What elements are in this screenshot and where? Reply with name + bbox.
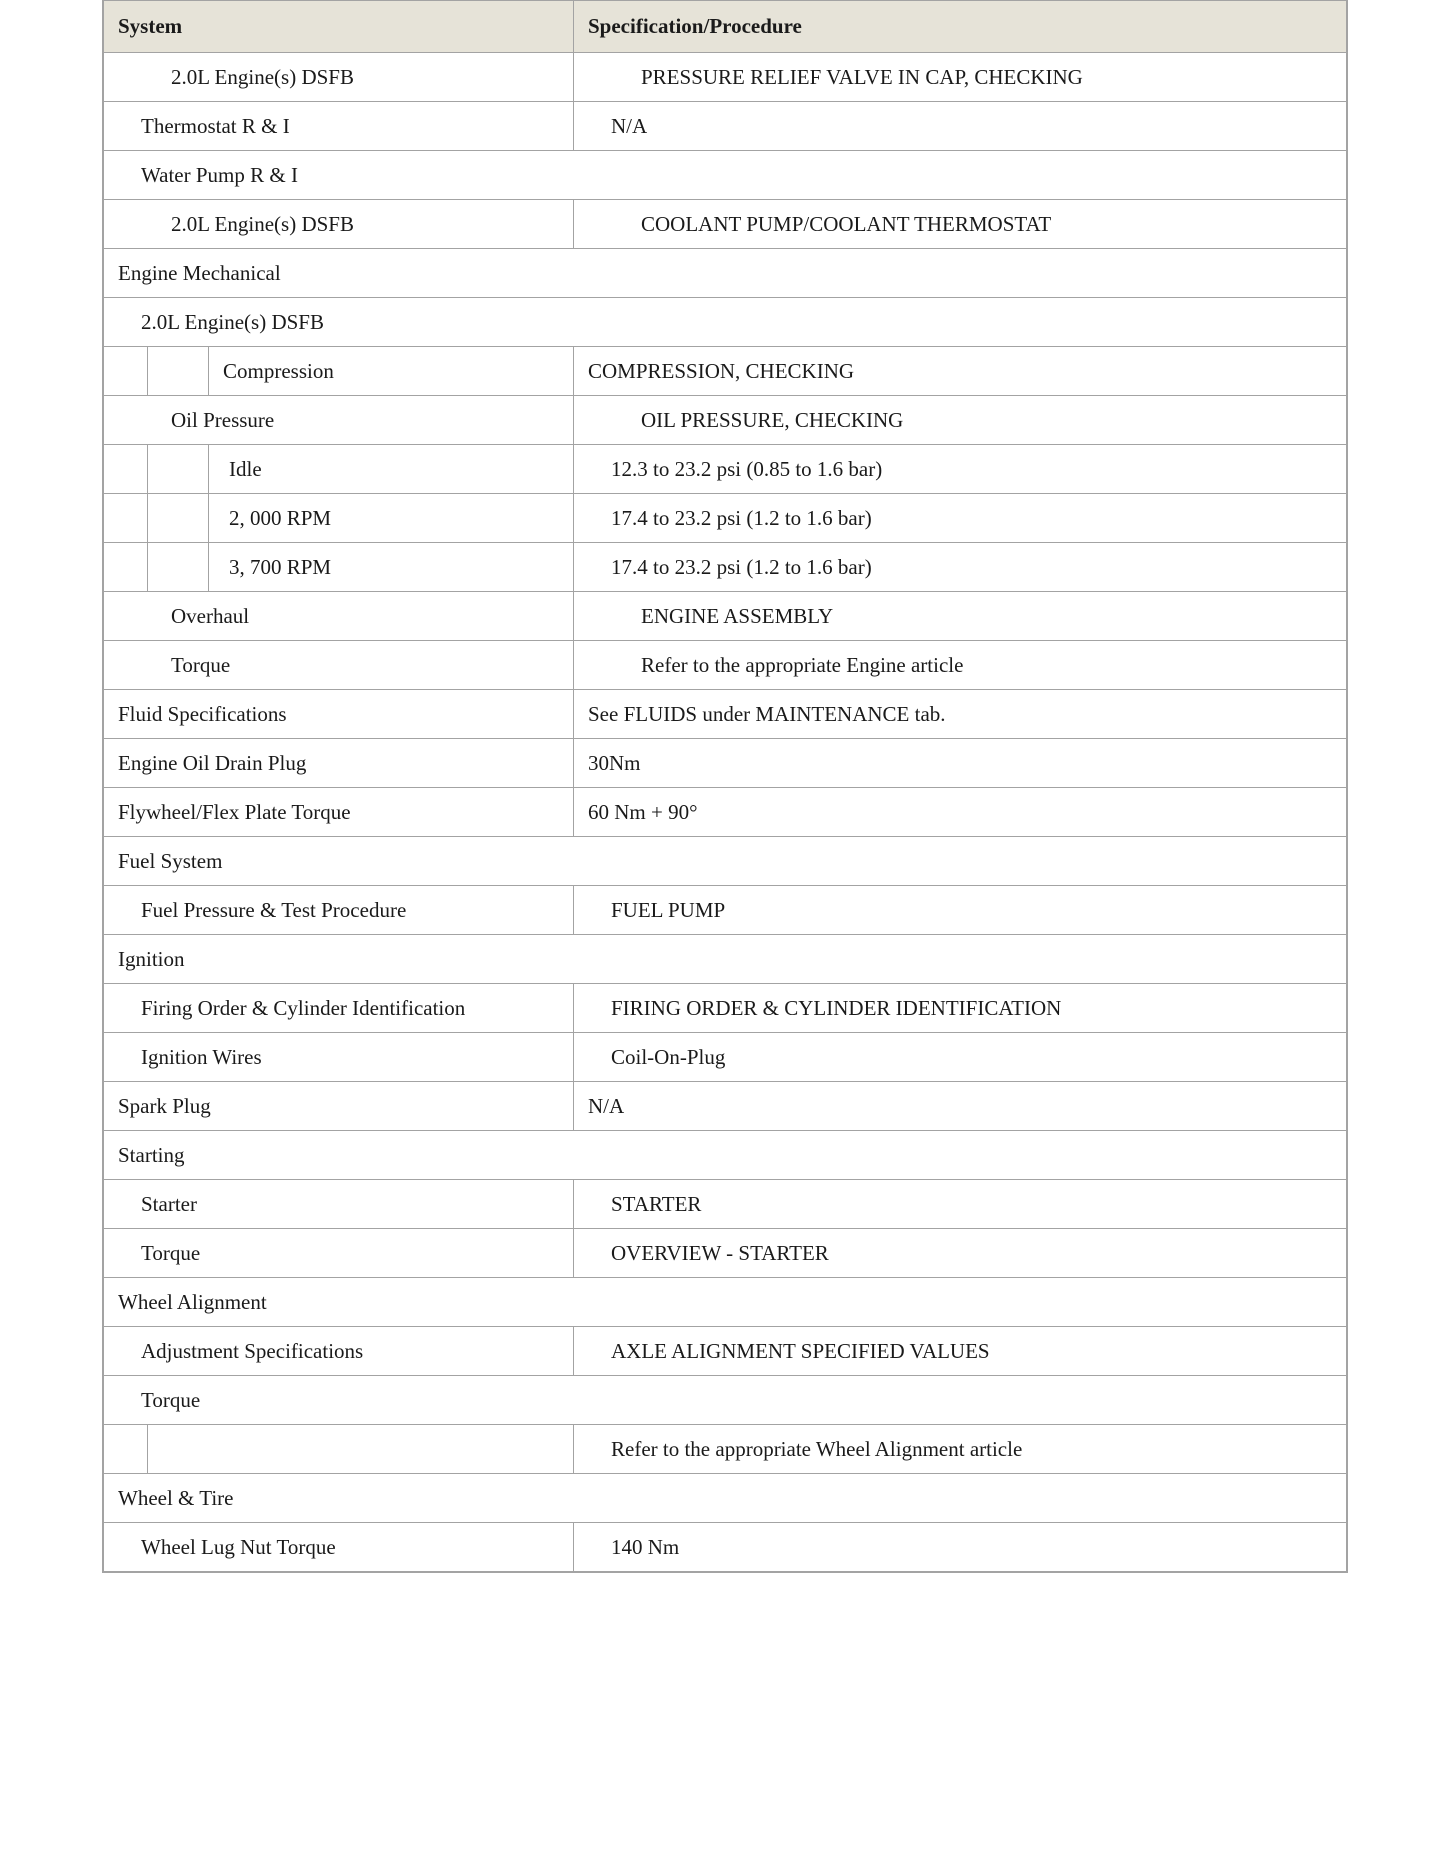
table-row — [104, 1032, 1346, 1081]
section-cell: Wheel & Tire — [118, 1485, 234, 1510]
system-label: Idle — [229, 456, 262, 481]
system-cell — [104, 543, 574, 591]
system-cell: Fuel Pressure & Test Procedure — [104, 886, 574, 934]
section-cell: Fuel System — [118, 848, 223, 873]
system-cell — [104, 1425, 574, 1473]
spec-cell: Coil-On-Plug — [611, 1044, 726, 1069]
table-row — [104, 885, 1346, 934]
table-row — [104, 444, 1346, 493]
system-label: 2, 000 RPM — [229, 505, 332, 530]
indent-divider — [208, 543, 209, 591]
spec-cell: AXLE ALIGNMENT SPECIFIED VALUES — [611, 1338, 990, 1363]
table-row — [104, 297, 1346, 346]
spec-cell: See FLUIDS under MAINTENANCE tab. — [588, 701, 946, 726]
indent-divider — [208, 494, 209, 542]
system-cell: Flywheel/Flex Plate Torque — [104, 788, 574, 836]
table-row — [104, 1130, 1346, 1179]
table-row — [104, 983, 1346, 1032]
table-row — [104, 1228, 1346, 1277]
system-cell: Firing Order & Cylinder Identification — [104, 984, 574, 1032]
system-cell: Torque — [104, 641, 574, 689]
system-cell: Overhaul — [104, 592, 574, 640]
indent-divider — [147, 1425, 148, 1473]
table-row — [104, 248, 1346, 297]
spec-cell: STARTER — [611, 1191, 702, 1216]
table-row — [104, 346, 1346, 395]
table-row — [104, 1473, 1346, 1522]
system-label: Compression — [223, 358, 334, 383]
table-row — [104, 787, 1346, 836]
table-row — [104, 542, 1346, 591]
spec-cell: N/A — [588, 1093, 625, 1118]
section-cell: Wheel Alignment — [118, 1289, 267, 1314]
table-row — [104, 640, 1346, 689]
spec-cell: COMPRESSION, CHECKING — [588, 358, 855, 383]
system-cell: Fluid Specifications — [104, 690, 574, 738]
table-header — [104, 1, 1346, 52]
table-row — [104, 1424, 1346, 1473]
spec-cell: FIRING ORDER & CYLINDER IDENTIFICATION — [611, 995, 1062, 1020]
table-row — [104, 1179, 1346, 1228]
spec-cell: FUEL PUMP — [611, 897, 726, 922]
system-cell — [104, 445, 574, 493]
table-row — [104, 395, 1346, 444]
table-row — [104, 738, 1346, 787]
table-row — [104, 591, 1346, 640]
spec-cell: PRESSURE RELIEF VALVE IN CAP, CHECKING — [641, 64, 1083, 89]
system-cell: Adjustment Specifications — [104, 1327, 574, 1375]
spec-cell: 60 Nm + 90° — [588, 799, 698, 824]
system-cell: 2.0L Engine(s) DSFB — [104, 53, 574, 101]
table-row — [104, 52, 1346, 101]
spec-cell: 30Nm — [588, 750, 641, 775]
table-row — [104, 689, 1346, 738]
table-row — [104, 934, 1346, 983]
section-cell: Engine Mechanical — [118, 260, 281, 285]
section-cell: Water Pump R & I — [141, 162, 298, 187]
header-spec: Specification/Procedure — [588, 14, 802, 38]
table-row — [104, 493, 1346, 542]
spec-cell: COOLANT PUMP/COOLANT THERMOSTAT — [641, 211, 1052, 236]
indent-divider — [208, 445, 209, 493]
table-row — [104, 150, 1346, 199]
system-label: 3, 700 RPM — [229, 554, 332, 579]
system-cell: Thermostat R & I — [104, 102, 574, 150]
table-row — [104, 1375, 1346, 1424]
table-row — [104, 1081, 1346, 1130]
indent-divider — [147, 494, 148, 542]
system-cell: Torque — [104, 1229, 574, 1277]
system-cell: Ignition Wires — [104, 1033, 574, 1081]
indent-divider — [147, 543, 148, 591]
section-cell: 2.0L Engine(s) DSFB — [141, 309, 324, 334]
system-cell: Spark Plug — [104, 1082, 574, 1130]
system-cell: 2.0L Engine(s) DSFB — [104, 200, 574, 248]
spec-cell: ENGINE ASSEMBLY — [641, 603, 834, 628]
spec-cell: OIL PRESSURE, CHECKING — [641, 407, 904, 432]
header-system: System — [104, 1, 574, 52]
table-row — [104, 101, 1346, 150]
spec-cell: 140 Nm — [611, 1534, 680, 1559]
spec-cell: 12.3 to 23.2 psi (0.85 to 1.6 bar) — [611, 456, 883, 481]
system-cell: Engine Oil Drain Plug — [104, 739, 574, 787]
section-cell: Ignition — [118, 946, 185, 971]
section-cell: Starting — [118, 1142, 185, 1167]
spec-cell: Refer to the appropriate Wheel Alignment article — [611, 1436, 1023, 1461]
section-cell: Torque — [141, 1387, 201, 1412]
spec-cell: Refer to the appropriate Engine article — [641, 652, 964, 677]
spec-cell: 17.4 to 23.2 psi (1.2 to 1.6 bar) — [611, 554, 872, 579]
table-row — [104, 1326, 1346, 1375]
system-cell: Wheel Lug Nut Torque — [104, 1523, 574, 1571]
spec-cell: N/A — [611, 113, 648, 138]
table-row — [104, 1522, 1346, 1571]
indent-divider — [147, 445, 148, 493]
table-row — [104, 1277, 1346, 1326]
spec-table — [102, 0, 1348, 1573]
system-cell — [104, 347, 574, 395]
table-row — [104, 199, 1346, 248]
indent-divider — [208, 347, 209, 395]
system-cell — [104, 494, 574, 542]
table-row — [104, 836, 1346, 885]
spec-cell: 17.4 to 23.2 psi (1.2 to 1.6 bar) — [611, 505, 872, 530]
system-cell: Oil Pressure — [104, 396, 574, 444]
spec-cell: OVERVIEW - STARTER — [611, 1240, 829, 1265]
system-cell: Starter — [104, 1180, 574, 1228]
indent-divider — [147, 347, 148, 395]
